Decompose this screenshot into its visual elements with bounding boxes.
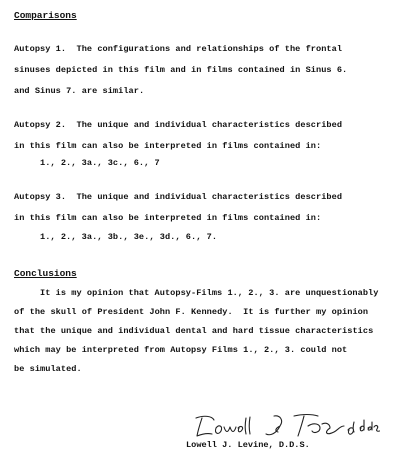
conclusions-line-4: which may be interpreted from Autopsy Films 1., 2., 3. could not — [14, 345, 348, 355]
conclusions-line-2: of the skull of President John F. Kennedy. It is further my opinion — [14, 307, 369, 317]
autopsy1-line-3: and Sinus 7. are similar. — [14, 86, 145, 96]
autopsy2-line-3: 1., 2., 3a., 3c., 6., 7 — [40, 158, 160, 168]
autopsy1-line-1: Autopsy 1. The configurations and relationships of the frontal — [14, 44, 343, 54]
autopsy3-line-2: in this film can also be interpreted in films contained in: — [14, 213, 322, 223]
signatory-name: Lowell J. Levine, D.D.S. — [186, 440, 310, 450]
handwritten-signature — [190, 412, 380, 442]
autopsy1-line-2: sinuses depicted in this film and in films contained in Sinus 6. — [14, 65, 348, 75]
comparisons-heading: Comparisons — [14, 10, 77, 21]
conclusions-line-1: It is my opinion that Autopsy-Films 1., 2., 3. are unquestionably — [40, 288, 379, 298]
autopsy3-line-3: 1., 2., 3a., 3b., 3e., 3d., 6., 7. — [40, 232, 218, 242]
conclusions-line-3: that the unique and individual dental and hard tissue characteristics — [14, 326, 374, 336]
conclusions-heading: Conclusions — [14, 268, 77, 279]
autopsy3-line-1: Autopsy 3. The unique and individual characteristics described — [14, 192, 343, 202]
autopsy2-line-2: in this film can also be interpreted in films contained in: — [14, 141, 322, 151]
autopsy2-line-1: Autopsy 2. The unique and individual characteristics described — [14, 120, 343, 130]
conclusions-line-5: be simulated. — [14, 364, 82, 374]
